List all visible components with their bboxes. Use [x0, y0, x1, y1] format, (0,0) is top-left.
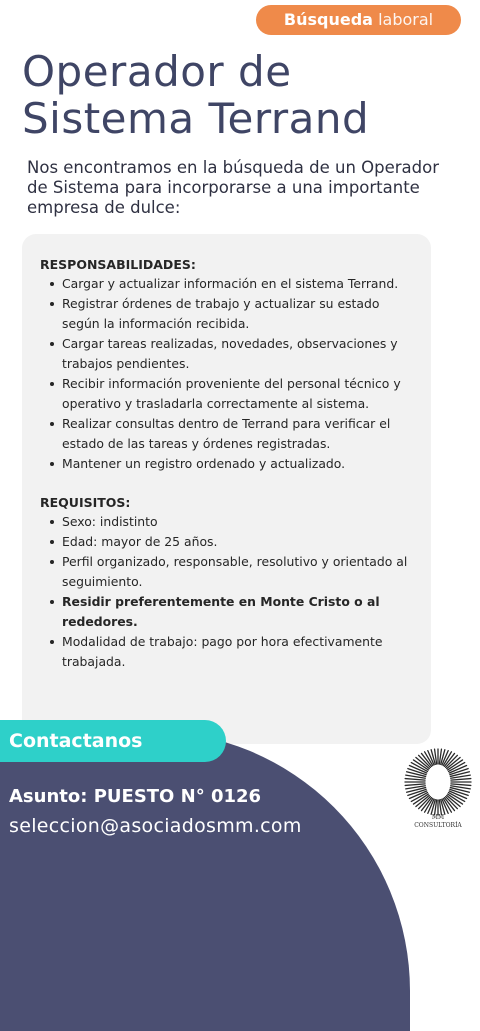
- contact-subject: Asunto: PUESTO N° 0126: [9, 786, 262, 807]
- list-item: Sexo: indistinto: [40, 512, 420, 532]
- list-item: Perfil organizado, responsable, resolutivo y orientado al seguimiento.: [40, 552, 420, 592]
- requirements-list: [40, 512, 420, 672]
- page-title: [22, 48, 369, 142]
- list-item: Mantener un registro ordenado y actualizado.: [40, 454, 420, 474]
- list-item: Realizar consultas dentro de Terrand para verificar el estado de las tareas y órdenes registradas.: [40, 414, 420, 454]
- title-line-1: Operador de: [22, 47, 292, 96]
- badge-strong: Búsqueda: [283, 10, 373, 29]
- list-item: Residir preferentemente en Monte Cristo o al rededores.: [40, 592, 420, 632]
- list-item: Cargar tareas realizadas, novedades, observaciones y trabajos pendientes.: [40, 334, 420, 374]
- badge-light: laboral: [378, 10, 434, 29]
- list-item: Edad: mayor de 25 años.: [40, 532, 420, 552]
- contact-label: Contactanos: [0, 720, 226, 762]
- logo-line-2: CONSULTORÍA: [414, 822, 462, 829]
- responsibilities-list: [40, 274, 420, 474]
- list-item: Cargar y actualizar información en el sistema Terrand.: [40, 274, 420, 294]
- contact-panel: [0, 731, 410, 1031]
- sunburst-logo-icon: [397, 748, 479, 816]
- logo-wordmark: [397, 814, 479, 830]
- title-line-2: Sistema Terrand: [22, 94, 370, 143]
- intro-text: Nos encontramos en la búsqueda de un Operador de Sistema para incorporarse a una importante empresa de dulce:: [27, 158, 440, 217]
- requirements-heading: REQUISITOS:: [40, 495, 131, 510]
- contact-email[interactable]: seleccion@asociadosmm.com: [9, 815, 302, 837]
- list-item: Recibir información proveniente del personal técnico y operativo y trasladarla correctamente al sistema.: [40, 374, 420, 414]
- details-content: [40, 258, 420, 672]
- logo-line-1: MM: [431, 814, 445, 821]
- search-badge: [256, 5, 461, 35]
- list-item: Modalidad de trabajo: pago por hora efectivamente trabajada.: [40, 632, 420, 672]
- list-item: Registrar órdenes de trabajo y actualizar su estado según la información recibida.: [40, 294, 420, 334]
- responsibilities-heading: RESPONSABILIDADES:: [40, 257, 196, 272]
